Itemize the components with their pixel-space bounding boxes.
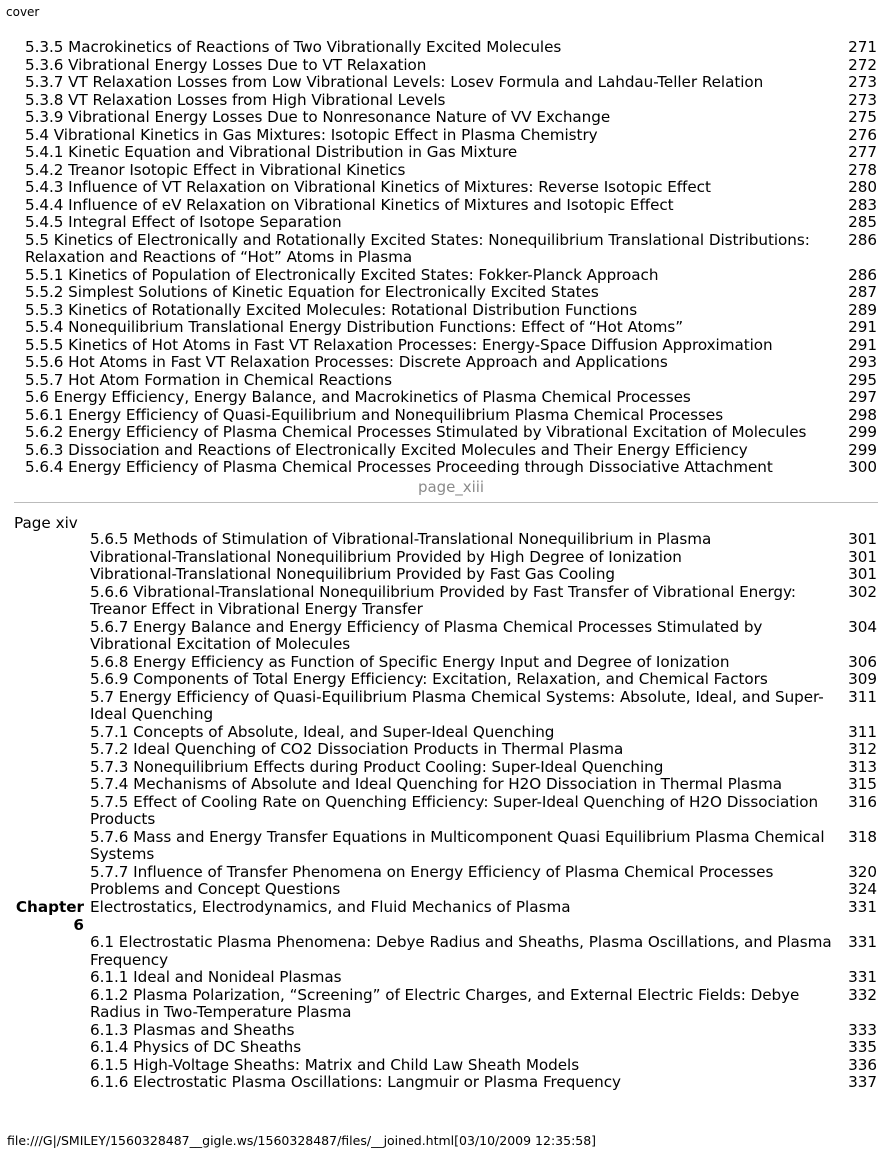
- toc-entry-title: 5.5.7 Hot Atom Formation in Chemical Reactions: [25, 370, 392, 389]
- toc-entry-page: 295: [848, 370, 877, 389]
- toc-entry-page: 280: [848, 178, 877, 196]
- toc-entry-page: 273: [848, 90, 877, 109]
- toc-entry-page: 293: [848, 353, 877, 371]
- toc-entry-title: Problems and Concept Questions: [90, 880, 341, 898]
- chapter-label: [14, 899, 84, 934]
- toc-entry-page: 324: [848, 880, 877, 898]
- toc-entry[interactable]: [90, 689, 877, 724]
- toc-entry-title: 5.6.7 Energy Balance and Energy Efficiency of Plasma Chemical Processes Stimulated by Vibrational Excitation of Molecules: [90, 617, 763, 653]
- toc-entry-page: 277: [848, 143, 877, 161]
- toc-entry[interactable]: [25, 319, 877, 337]
- toc-entry-title: 5.5.1 Kinetics of Population of Electronically Excited States: Fokker-Planck Approach: [25, 265, 659, 284]
- toc-entry-title: 5.6 Energy Efficiency, Energy Balance, and Macrokinetics of Plasma Chemical Processes: [25, 388, 691, 406]
- toc-entry-page: 335: [848, 1038, 877, 1056]
- toc-entry-title: 5.7.7 Influence of Transfer Phenomena on Energy Efficiency of Plasma Chemical Processes: [90, 862, 774, 881]
- toc-entry-page: 318: [848, 827, 877, 846]
- toc-entry-title: 5.6.8 Energy Efficiency as Function of Specific Energy Input and Degree of Ionization: [90, 652, 730, 671]
- toc-entry[interactable]: [25, 179, 877, 197]
- toc-section-1: [25, 39, 877, 496]
- toc-entry[interactable]: [25, 284, 877, 302]
- toc-entry-title: 5.6.5 Methods of Stimulation of Vibrational-Translational Nonequilibrium in Plasma: [90, 530, 712, 548]
- toc-entry-title: 5.7 Energy Efficiency of Quasi-Equilibrium Plasma Chemical Systems: Absolute, Ideal, and Super-Ideal Quenching: [90, 687, 824, 723]
- toc-entry-page: 285: [848, 213, 877, 231]
- toc-entry-title: 5.3.6 Vibrational Energy Losses Due to VT Relaxation: [25, 55, 427, 74]
- toc-entry[interactable]: [25, 302, 877, 320]
- toc-entry-page: 311: [848, 687, 877, 706]
- toc-entry-title: 5.4.3 Influence of VT Relaxation on Vibrational Kinetics of Mixtures: Reverse Isotopic Effect: [25, 178, 711, 196]
- toc-entry-page: 337: [848, 1073, 877, 1091]
- toc-entry-title: 5.4 Vibrational Kinetics in Gas Mixtures: Isotopic Effect in Plasma Chemistry: [25, 125, 598, 144]
- toc-entry[interactable]: [90, 654, 877, 672]
- toc-entry[interactable]: [90, 671, 877, 689]
- toc-entry-title: 5.4.2 Treanor Isotopic Effect in Vibrational Kinetics: [25, 160, 406, 179]
- toc-entry[interactable]: [90, 934, 877, 969]
- toc-entry[interactable]: [90, 1057, 877, 1075]
- toc-entry[interactable]: [25, 197, 877, 215]
- toc-entry-page: 298: [848, 405, 877, 424]
- toc-entry[interactable]: [25, 74, 877, 92]
- toc-entry-title: 5.4.1 Kinetic Equation and Vibrational Distribution in Gas Mixture: [25, 143, 518, 161]
- toc-entry-title: 5.6.3 Dissociation and Reactions of Electronically Excited Molecules and Their Energy Efficiency: [25, 440, 748, 459]
- toc-entry[interactable]: [90, 741, 877, 759]
- toc-entry[interactable]: [25, 389, 877, 407]
- toc-entry-page: 301: [848, 547, 877, 566]
- toc-entry[interactable]: [25, 372, 877, 390]
- toc-entry[interactable]: [90, 881, 877, 899]
- toc-entry[interactable]: [90, 549, 877, 567]
- toc-section-2: [90, 531, 877, 899]
- toc-entry[interactable]: [90, 864, 877, 882]
- toc-entry-title: 5.5.3 Kinetics of Rotationally Excited Molecules: Rotational Distribution Functions: [25, 300, 638, 319]
- file-path-footer: file:///G|/SMILEY/1560328487__gigle.ws/1560328487/files/__joined.html[03/10/2009 12:35:58]: [7, 1133, 597, 1148]
- toc-entry-title: 6.1.5 High-Voltage Sheaths: Matrix and Child Law Sheath Models: [90, 1055, 580, 1074]
- toc-entry-title: Vibrational-Translational Nonequilibrium Provided by High Degree of Ionization: [90, 547, 682, 566]
- toc-entry[interactable]: [90, 794, 877, 829]
- toc-entry[interactable]: [90, 1039, 877, 1057]
- toc-entry-title: 5.5.2 Simplest Solutions of Kinetic Equation for Electronically Excited States: [25, 283, 599, 301]
- toc-entry-page: 313: [848, 757, 877, 776]
- toc-entry[interactable]: [25, 459, 877, 477]
- toc-entry-page: 273: [848, 73, 877, 91]
- toc-entry-title: 5.4.4 Influence of eV Relaxation on Vibrational Kinetics of Mixtures and Isotopic Effect: [25, 195, 674, 214]
- toc-entry-title: 5.6.9 Components of Total Energy Efficiency: Excitation, Relaxation, and Chemical Factors: [90, 670, 768, 688]
- toc-entry[interactable]: [90, 724, 877, 742]
- toc-entry-title: 5.7.4 Mechanisms of Absolute and Ideal Quenching for H2O Dissociation in Thermal Plasma: [90, 775, 783, 793]
- chapter-word: Chapter: [15, 898, 84, 916]
- toc-entry[interactable]: [25, 92, 877, 110]
- toc-entry-page: 332: [848, 985, 877, 1004]
- toc-entry-title: 6.1.4 Physics of DC Sheaths: [90, 1038, 302, 1056]
- toc-entry-title: 5.3.5 Macrokinetics of Reactions of Two Vibrationally Excited Molecules: [25, 38, 562, 56]
- cover-label: cover: [6, 5, 40, 19]
- toc-entry[interactable]: [25, 127, 877, 145]
- toc-entry[interactable]: [90, 829, 877, 864]
- toc-entry[interactable]: [90, 1074, 877, 1092]
- toc-entry-title: 5.6.1 Energy Efficiency of Quasi-Equilibrium and Nonequilibrium Plasma Chemical Processes: [25, 405, 724, 424]
- toc-entry[interactable]: [90, 776, 877, 794]
- toc-entry-page: 302: [848, 582, 877, 601]
- toc-entry-title: 5.5.5 Kinetics of Hot Atoms in Fast VT Relaxation Processes: Energy-Space Diffusion Approximation: [25, 335, 773, 354]
- toc-entry-title: 5.3.8 VT Relaxation Losses from High Vibrational Levels: [25, 90, 446, 109]
- toc-entry-page: 306: [848, 652, 877, 671]
- toc-entry-page: 276: [848, 125, 877, 144]
- chapter-number: 6: [73, 915, 84, 934]
- toc-entry[interactable]: [90, 619, 877, 654]
- toc-entry-page: 333: [848, 1020, 877, 1039]
- toc-entry-page: 331: [848, 968, 877, 986]
- toc-entry-page: 299: [848, 423, 877, 441]
- toc-entry[interactable]: [90, 531, 877, 549]
- toc-entry-title: 6.1.3 Plasmas and Sheaths: [90, 1020, 295, 1039]
- toc-entry-title: 5.6.4 Energy Efficiency of Plasma Chemical Processes Proceeding through Dissociative Attachment: [25, 458, 773, 476]
- page-label: Page xiv: [14, 514, 78, 532]
- toc-entry-page: 311: [848, 722, 877, 741]
- toc-entry-page: 275: [848, 108, 877, 126]
- toc-entry[interactable]: [25, 354, 877, 372]
- toc-entry-title: 6.1.6 Electrostatic Plasma Oscillations: Langmuir or Plasma Frequency: [90, 1073, 621, 1091]
- toc-entry-title: 5.5.6 Hot Atoms in Fast VT Relaxation Processes: Discrete Approach and Applications: [25, 353, 668, 371]
- toc-entry-title: 5.7.3 Nonequilibrium Effects during Product Cooling: Super-Ideal Quenching: [90, 757, 664, 776]
- toc-entry[interactable]: [25, 57, 877, 75]
- toc-entry-page: 283: [848, 195, 877, 214]
- toc-entry-page: 300: [848, 458, 877, 476]
- toc-entry-page: 297: [848, 388, 877, 406]
- toc-entry-page: 278: [848, 160, 877, 179]
- toc-entry[interactable]: [25, 232, 877, 267]
- page-divider: [14, 502, 878, 503]
- toc-entry-title: 5.7.2 Ideal Quenching of CO2 Dissociation Products in Thermal Plasma: [90, 740, 624, 758]
- toc-entry-title: 5.3.7 VT Relaxation Losses from Low Vibrational Levels: Losev Formula and Lahdau-Teller Relation: [25, 73, 764, 91]
- chapter-heading: [14, 899, 877, 934]
- toc-entry[interactable]: [25, 267, 877, 285]
- toc-entry-title: 5.3.9 Vibrational Energy Losses Due to Nonresonance Nature of VV Exchange: [25, 108, 611, 126]
- toc-entry[interactable]: [25, 144, 877, 162]
- chapter-title: Electrostatics, Electrodynamics, and Fluid Mechanics of Plasma: [90, 898, 571, 916]
- toc-entry[interactable]: [25, 407, 877, 425]
- toc-entry[interactable]: [90, 584, 877, 619]
- toc-entry-page: 286: [848, 265, 877, 284]
- toc-entry-page: 286: [848, 230, 877, 249]
- toc-entry-title: 5.6.6 Vibrational-Translational Nonequilibrium Provided by Fast Transfer of Vibrational Energy: Treanor Effect in Vibrational Energy Transfer: [90, 582, 796, 618]
- toc-entry[interactable]: [90, 1022, 877, 1040]
- toc-entry-page: 331: [848, 933, 877, 951]
- toc-entry-page: 316: [848, 792, 877, 811]
- toc-entry-title: 5.5.4 Nonequilibrium Translational Energy Distribution Functions: Effect of “Hot Atoms”: [25, 318, 684, 336]
- toc-entry-page: 271: [848, 38, 877, 56]
- toc-entry-page: 320: [848, 862, 877, 881]
- toc-entry[interactable]: [90, 969, 877, 987]
- toc-entry-title: 5.7.1 Concepts of Absolute, Ideal, and Super-Ideal Quenching: [90, 722, 555, 741]
- toc-entry-page: 301: [848, 565, 877, 583]
- toc-entry-page: 287: [848, 283, 877, 301]
- toc-entry-title: 5.7.6 Mass and Energy Transfer Equations in Multicomponent Quasi Equilibrium Plasma Chemical Systems: [90, 827, 825, 863]
- toc-entry-page: 315: [848, 775, 877, 793]
- toc-entry[interactable]: [90, 566, 877, 584]
- toc-entry[interactable]: [25, 214, 877, 232]
- chapter-page: 331: [848, 898, 877, 916]
- toc-entry[interactable]: [25, 424, 877, 442]
- toc-entry-page: 299: [848, 440, 877, 459]
- toc-entry-title: 5.7.5 Effect of Cooling Rate on Quenching Efficiency: Super-Ideal Quenching of H2O Dissociation Products: [90, 792, 819, 828]
- toc-section-3: [90, 934, 877, 1092]
- toc-entry-page: 272: [848, 55, 877, 74]
- toc-entry-page: 289: [848, 300, 877, 319]
- toc-entry[interactable]: [25, 442, 877, 460]
- toc-entry[interactable]: [25, 337, 877, 355]
- toc-entry-title: 5.4.5 Integral Effect of Isotope Separation: [25, 213, 342, 231]
- toc-entry-page: 291: [848, 335, 877, 354]
- toc-entry-title: 6.1.2 Plasma Polarization, “Screening” of Electric Charges, and External Electric Fields: Debye Radius in Two-Temperature Plasma: [90, 985, 800, 1021]
- toc-entry[interactable]: [25, 39, 877, 57]
- toc-entry[interactable]: [25, 109, 877, 127]
- toc-entry[interactable]: [90, 987, 877, 1022]
- toc-entry-title: Vibrational-Translational Nonequilibrium Provided by Fast Gas Cooling: [90, 565, 615, 583]
- toc-entry[interactable]: [90, 759, 877, 777]
- toc-entry-page: 291: [848, 318, 877, 336]
- toc-entry-page: 309: [848, 670, 877, 688]
- toc-entry-page: 336: [848, 1055, 877, 1074]
- toc-entry-page: 312: [848, 740, 877, 758]
- toc-entry-page: 304: [848, 617, 877, 636]
- page-reference: page_xiii: [418, 477, 484, 496]
- toc-entry-title: 6.1.1 Ideal and Nonideal Plasmas: [90, 968, 342, 986]
- toc-entry-page: 301: [848, 530, 877, 548]
- toc-entry-title: 5.5 Kinetics of Electronically and Rotationally Excited States: Nonequilibrium Translational Distributions: Relaxation and Reactions of “Hot” Atoms in Plasma: [25, 230, 810, 266]
- toc-entry-title: 5.6.2 Energy Efficiency of Plasma Chemical Processes Stimulated by Vibrational Excitation of Molecules: [25, 423, 807, 441]
- toc-entry[interactable]: [25, 162, 877, 180]
- toc-entry-title: 6.1 Electrostatic Plasma Phenomena: Debye Radius and Sheaths, Plasma Oscillations, and Plasma Frequency: [90, 933, 832, 969]
